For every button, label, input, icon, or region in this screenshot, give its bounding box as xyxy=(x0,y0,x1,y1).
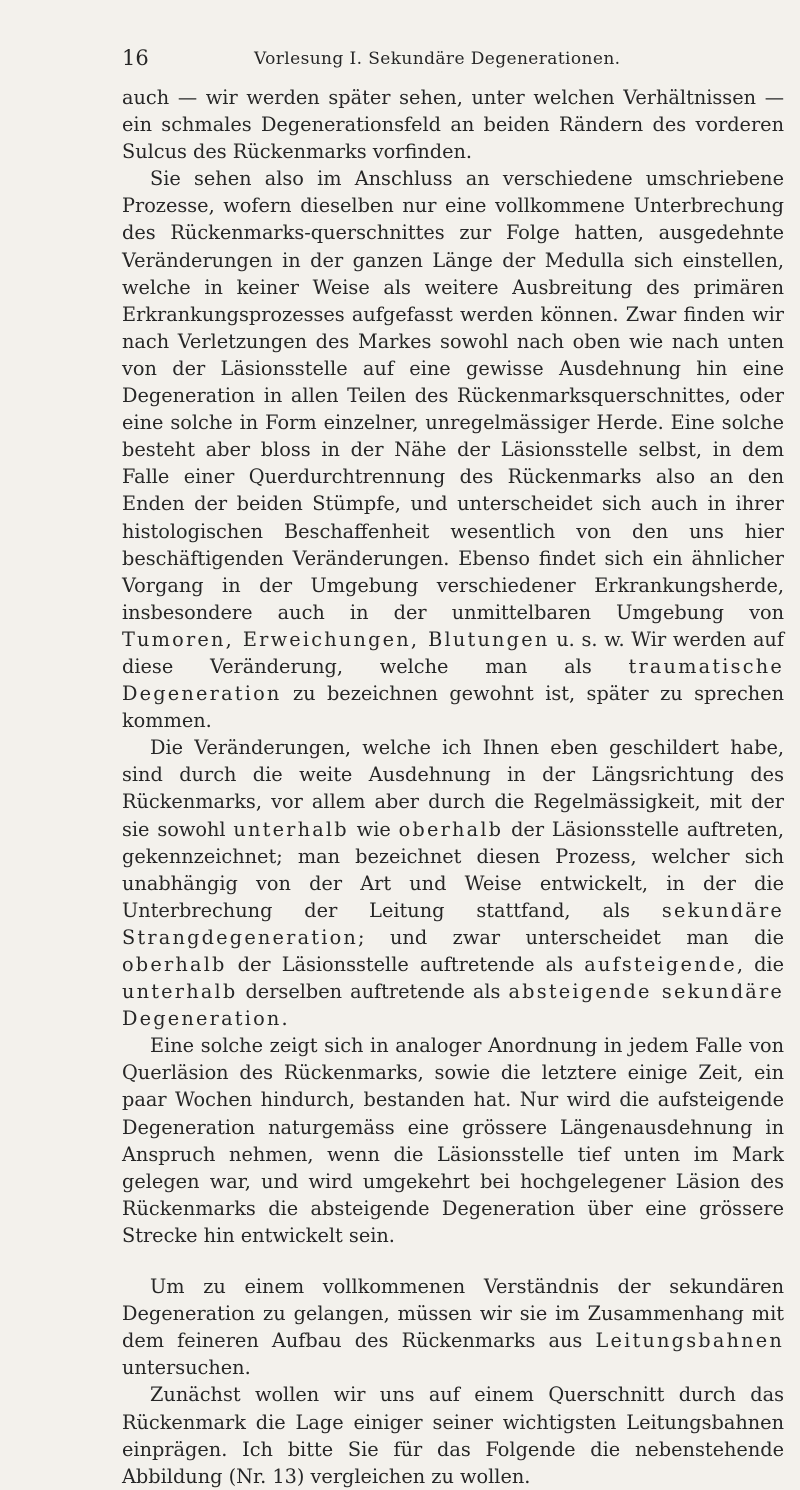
emphasized-text: sekundäre Strangdegeneration xyxy=(122,898,784,949)
text-run: u. s. w. Wir werden auf diese Veränderung, welche man als xyxy=(122,627,784,678)
emphasized-text: unterhalb xyxy=(122,980,238,1004)
text-run: . xyxy=(281,1007,288,1031)
text-run: ; und zwar unterscheidet man die xyxy=(358,925,784,949)
text-run: , die xyxy=(736,953,784,976)
paragraph-1 xyxy=(122,84,784,165)
emphasized-text: unterhalb xyxy=(233,817,349,841)
paragraph-4 xyxy=(122,1032,784,1249)
running-head: Vorlesung I. Sekundäre Degenerationen. xyxy=(254,49,621,69)
paragraph-6 xyxy=(122,1381,784,1489)
emphasized-text: Tumoren, Erweichungen, Blutungen xyxy=(122,627,550,651)
text-run: wie xyxy=(348,817,399,841)
text-run: auch — wir werden später sehen, unter welchen Verhältnissen — ein schmales Degenerationsfeld an beiden Rändern des vorderen Sulcus des Rückenmarks vorfinden. xyxy=(122,86,784,164)
emphasized-text: aufsteigende xyxy=(584,953,737,976)
text-run: der Läsionsstelle auftretende als xyxy=(226,953,585,976)
page-number: 16 xyxy=(122,46,149,70)
paragraph-5 xyxy=(122,1273,784,1381)
text-run: Eine solche zeigt sich in analoger Anordnung in jedem Falle von Querläsion des Rückenmarks, sowie die letztere einige Zeit, ein paar Wochen hindurch, bestanden hat. Nur wird die aufsteigende Degeneration naturgemäss eine grössere Längenausdehnung in Anspruch nehmen, wenn die Läsionsstelle tief unten im Mark gelegen war, und wird umgekehrt bei hochgelegener Läsion des Rückenmarks die absteigende Degeneration über eine grössere Strecke hin entwickelt sein. xyxy=(122,1034,784,1247)
text-run: untersuchen. xyxy=(122,1356,251,1380)
emphasized-text: traumatische Degeneration xyxy=(122,654,784,706)
text-run: der Läsionsstelle auftreten, gekennzeichnet; man bezeichnet diesen Prozess, welcher sich unabhängig von der Art und Weise entwickelt, in der die Unterbrechung der Leitung stattfand, als xyxy=(122,817,784,922)
emphasized-text: oberhalb xyxy=(122,953,227,976)
emphasized-text: absteigende sekundäre Degeneration xyxy=(122,980,784,1031)
page-header xyxy=(122,46,782,76)
text-run: Um zu einem vollkommenen Verständnis der sekundären Degeneration zu gelangen, müssen wir sie im Zusammenhang mit dem feineren Aufbau des Rückenmarks aus xyxy=(122,1275,784,1353)
paragraph-2 xyxy=(122,165,784,734)
paragraph-3 xyxy=(122,734,784,1032)
text-run: zu bezeichnen gewohnt ist, später zu sprechen kommen. xyxy=(122,682,784,733)
emphasized-text: Leitungsbahnen xyxy=(595,1329,784,1353)
text-run: Die Veränderungen, welche ich Ihnen eben geschildert habe, sind durch die weite Ausdehnung in der Längsrichtung des Rückenmarks, vor allem aber durch die Regelmässigkeit, mit der sie sowohl xyxy=(122,736,784,841)
text-run: Zunächst wollen wir uns auf einem Querschnitt durch das Rückenmark die Lage einiger seiner wichtigsten Leitungsbahnen einprägen. Ich bitte Sie für das Folgende die nebenstehende Abbildung (Nr. 13) vergleichen zu wollen. xyxy=(122,1383,784,1488)
text-run: derselben auftretende als xyxy=(237,980,509,1004)
text-run: Sie sehen also im Anschluss an verschiedene umschriebene Prozesse, wofern dieselben nur eine vollkommene Unterbrechung des Rückenmarks-querschnittes zur Folge hatten, ausgedehnte Veränderungen in der ganzen Länge der Medulla sich einstellen, welche in keiner Weise als weitere Ausbreitung des primären Erkrankungsprozesses aufgefasst werden können. Zwar finden wir nach Verletzungen des Markes sowohl nach oben wie nach unten von der Läsionsstelle auf eine gewisse Ausdehnung hin eine Degeneration in allen Teilen des Rückenmarksquerschnittes, oder eine solche in Form einzelner, unregelmässiger Herde. Eine solche besteht aber bloss in der Nähe der Läsionsstelle selbst, in dem Falle einer Querdurchtrennung des Rückenmarks also an den Enden der beiden Stümpfe, und unterscheidet sich auch in ihrer histologischen Beschaffenheit wesentlich von den uns hier beschäftigenden Veränderungen. Ebenso findet sich ein ähnlicher Vorgang in der Umgebung verschiedener Erkrankungsherde, insbesondere auch in der unmittelbaren Umgebung von xyxy=(122,167,784,624)
emphasized-text: oberhalb xyxy=(398,817,504,841)
body-text xyxy=(122,84,784,1490)
